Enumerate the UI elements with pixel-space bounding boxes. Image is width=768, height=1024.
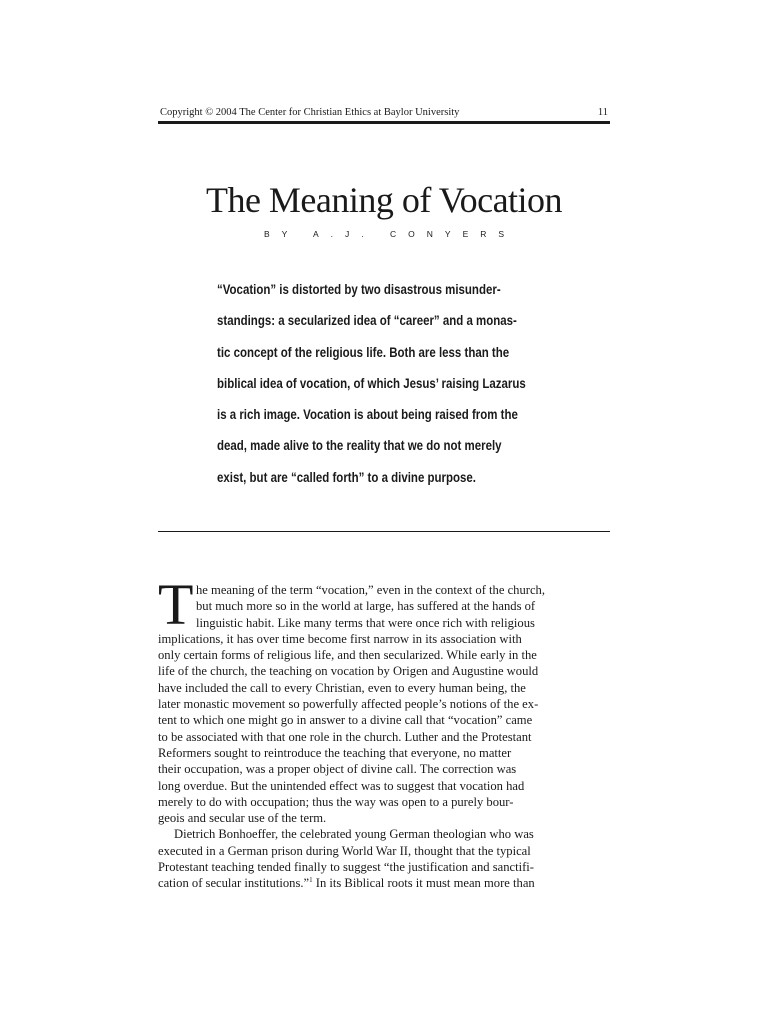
article-title: The Meaning of Vocation (205, 180, 563, 220)
footnote-marker[interactable]: 1 (309, 876, 313, 885)
body-line: but much more so in the world at large, has suffered at the hands of (196, 599, 536, 614)
abstract-line: standings: a secularized idea of “career” and a monas- (217, 312, 517, 329)
body-line: tent to which one might go in answer to a divine call that “vocation” came (158, 713, 533, 728)
article-abstract (217, 274, 557, 493)
body-line: implications, it has over time become first narrow in its association with (158, 631, 522, 646)
body-line: geois and secular use of the term. (158, 811, 327, 826)
section-divider (158, 531, 610, 532)
body-line: only certain forms of religious life, and then secularized. While early in the (158, 648, 537, 663)
drop-cap: T (158, 572, 194, 637)
body-line: life of the church, the teaching on vocation by Origen and Augustine would (158, 664, 539, 679)
body-line-with-footnote (158, 875, 610, 891)
abstract-line: exist, but are “called forth” to a divine purpose. (217, 468, 476, 485)
abstract-line: dead, made alive to the reality that we do not merely (217, 437, 502, 454)
article-byline: BY A.J. CONYERS (263, 229, 517, 239)
body-line: later monastic movement so powerfully affected people’s notions of the ex- (158, 697, 539, 712)
abstract-line: tic concept of the religious life. Both are less than the (217, 343, 510, 360)
abstract-line: is a rich image. Vocation is about being raised from the (217, 406, 518, 423)
page-number: 11 (597, 107, 608, 118)
body-line: have included the call to every Christian, even to every human being, the (158, 680, 526, 695)
body-line-segment: cation of secular institutions.” (158, 876, 310, 891)
header-rule (158, 121, 610, 124)
abstract-line: “Vocation” is distorted by two disastrous misunder- (217, 281, 501, 297)
body-line: merely to do with occupation; thus the way was open to a purely bour- (158, 794, 514, 809)
article-body (158, 572, 610, 892)
body-line-segment: In its Biblical roots it must mean more than (315, 876, 535, 891)
body-line: he meaning of the term “vocation,” even in the context of the church, (196, 583, 545, 597)
body-line: long overdue. But the unintended effect was to suggest that vocation had (158, 778, 525, 793)
abstract-line: biblical idea of vocation, of which Jesus’ raising Lazarus (217, 374, 526, 391)
running-header (158, 106, 610, 120)
body-line: executed in a German prison during World War II, thought that the typical (158, 843, 531, 858)
body-line: Reformers sought to reintroduce the teaching that everyone, no matter (158, 745, 512, 760)
body-line: Protestant teaching tended finally to suggest “the justification and sanctifi- (158, 860, 534, 875)
body-line: their occupation, was a proper object of divine call. The correction was (158, 762, 517, 777)
body-line: linguistic habit. Like many terms that were once rich with religious (196, 615, 535, 630)
body-line: Dietrich Bonhoeffer, the celebrated young German theologian who was (174, 827, 534, 842)
copyright-notice: Copyright © 2004 The Center for Christian Ethics at Baylor University (160, 107, 460, 118)
body-line: to be associated with that one role in the church. Luther and the Protestant (158, 729, 532, 744)
